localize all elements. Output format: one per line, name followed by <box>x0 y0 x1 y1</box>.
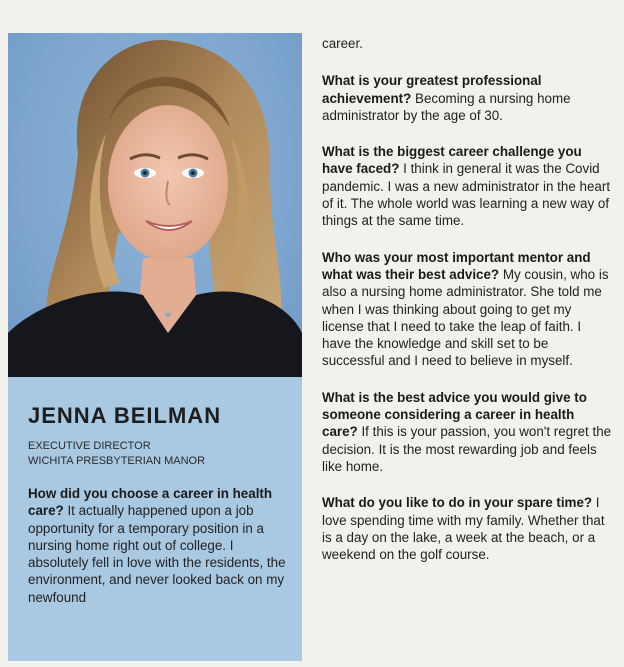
answer-text: It actually happened upon a job opportunity for a temporary position in a nursing home right out of college. I absolutely fell in love with the residents, the environment, and never looked back on my newfound <box>28 503 286 605</box>
portrait-illustration <box>8 33 302 377</box>
question-text: How did you choose a career in health care? <box>28 486 273 519</box>
answer-text: My cousin, who is also a nursing home administrator. She told me when I was thinking about going to get my license that I need to take the leap of faith. I have the knowledge and skill set to be successful and I need to believe in myself. <box>322 266 609 369</box>
question-text: What do you like to do in your spare time? <box>322 495 596 511</box>
qa-block-spare-time <box>322 494 612 563</box>
qa-block-mentor <box>322 249 612 370</box>
question-text: What is the best advice you would give to someone considering a career in health care? <box>322 389 587 440</box>
qa-column <box>322 35 612 582</box>
answer-text: I love spending time with my family. Whether that is a day on the lake, a week at the beach, or a weekend on the golf course. <box>322 495 605 563</box>
question-text: What is your greatest professional achievement? <box>322 73 542 106</box>
answer-text: Becoming a nursing home administrator by the age of 30. <box>322 90 571 123</box>
answer-text: I think in general it was the Covid pandemic. I was a new administrator in the heart of it. The whole world was learning a new way of things at the same time. <box>322 161 611 229</box>
profile-panel <box>8 33 302 661</box>
person-name: JENNA BEILMAN <box>28 403 222 428</box>
qa-block-challenge <box>322 143 612 229</box>
continued-answer: career. <box>322 36 363 51</box>
qa-block-career-choice <box>28 485 294 606</box>
organization-name: WICHITA PRESBYTERIAN MANOR <box>28 455 206 467</box>
answer-text: If this is your passion, you won't regret the decision. It is the most rewarding job and feels like home. <box>322 424 612 474</box>
person-role <box>28 439 205 469</box>
job-title: EXECUTIVE DIRECTOR <box>28 440 151 452</box>
question-text: Who was your most important mentor and what was their best advice? <box>322 249 591 282</box>
qa-block-advice <box>322 389 612 475</box>
question-text: What is the biggest career challenge you have faced? <box>322 144 582 177</box>
qa-block-achievement <box>322 72 612 124</box>
portrait-photo <box>8 33 302 377</box>
